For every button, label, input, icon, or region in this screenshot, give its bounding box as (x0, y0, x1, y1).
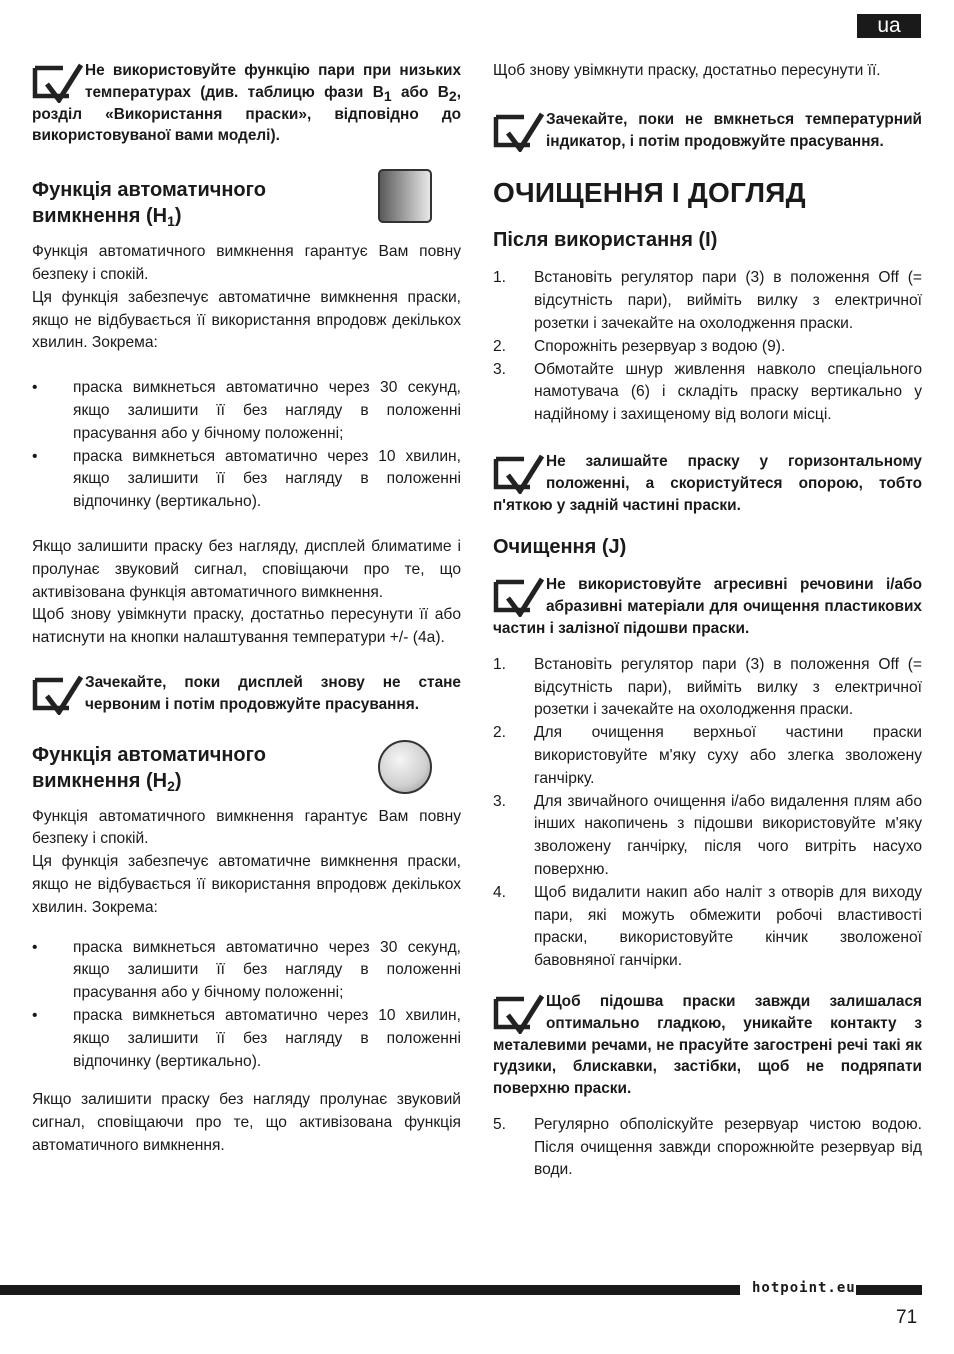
section-heading-cleaning: Очищення (J) (493, 536, 627, 559)
paragraph: Ця функція забезпечує автоматичне вимкнення праски, якщо не відбувається її використання впродовж декількох хвилин. Зокрема: (32, 288, 461, 352)
paragraph: Якщо залишити праску без нагляду, дисплей блиматиме і пролунає звуковий сигнал, сповіщаючи про те, що активізована функція автоматичного вимкнення. (32, 537, 461, 601)
page-number: 71 (896, 1307, 918, 1328)
section-heading-auto-off-h2: Функція автоматичного вимкнення $(H_2)$ (32, 742, 461, 800)
paragraph: Щоб знову увімкнути праску, достатньо пересунути її або натиснути на кнопки налаштування температури +/- (4a). (32, 606, 461, 647)
checkbox-check-icon (32, 673, 84, 715)
list-item: 3. Обмотайте шнур живлення навколо спеціального намотувача (6) і складіть праску вертикально у надійному і захищеному від вологи місці. (493, 360, 922, 424)
section-heading-auto-off-h1: Функція автоматичного вимкнення $(H_1)$ (32, 177, 461, 235)
paragraph: Функція автоматичного вимкнення гарантує Вам повну безпеку і спокій. (32, 807, 461, 848)
list-item: 1. Встановіть регулятор пари (3) в положення Off (= відсутність пари), вийміть вилку з електричної розетки і зачекайте на охолодження праски. (493, 269, 922, 332)
checkbox-check-icon (493, 575, 545, 617)
checkbox-check-icon (493, 110, 545, 152)
list-item: 5. Регулярно обполіскуйте резервуар чистою водою. Після очищення завжди спорожнюйте резервуар від води. (493, 1115, 922, 1179)
note-wait-display: Зачекайте, поки дисплей знову не стане червоним і потім продовжуйте прасування. (32, 672, 461, 716)
list-item: 4. Щоб видалити накип або наліт з отворів для виходу пари, які можуть обмежити робочі властивості праски, використовуйте кінчик зволоженої бавовняної ганчірки. (493, 883, 922, 970)
paragraph: Щоб знову увімкнути праску, достатньо пересунути її. (493, 62, 881, 79)
numbered-list (493, 654, 922, 973)
section-heading-after-use: Після використання (I) (493, 229, 718, 252)
note-steam-low-temp: Не використовуйте функцію пари при низьких температурах (див. таблицю фази B1 або B2, розділ «Використання праски», відповідно до використовуваної вами моделі). (32, 62, 461, 145)
checkbox-check-icon (493, 452, 545, 494)
bullet-list (32, 937, 461, 1074)
list-item: • праска вимкнеться автоматично через 10 хвилин, якщо залишити її без нагляду в положенні відпочинку (вертикально). (32, 447, 461, 511)
note-wait-indicator: Зачекайте, поки не вмкнеться температурний індикатор, і потім продовжуйте прасування. (493, 109, 922, 153)
numbered-list (493, 267, 922, 427)
list-item: • праска вимкнеться автоматично через 30 секунд, якщо залишити її без нагляду в положенні прасування або у бічному положенні; (32, 938, 461, 1002)
footer-brand: hotpoint.eu (752, 1280, 856, 1296)
list-item: 2. Для очищення верхньої частини праски використовуйте м'яку суху або злегка зволожену ганчірку. (493, 724, 922, 787)
footer-divider (0, 1285, 740, 1295)
list-item: • праска вимкнеться автоматично через 30 секунд, якщо залишити її без нагляду в положенні прасування або у бічному положенні; (32, 379, 461, 442)
left-column (32, 60, 461, 1158)
paragraph: Ця функція забезпечує автоматичне вимкнення праски, якщо не відбувається її використання впродовж декількох хвилин. Зокрема: (32, 853, 461, 916)
language-badge: ua (857, 14, 921, 38)
footer-divider (856, 1285, 922, 1295)
checkbox-check-icon (32, 61, 84, 103)
list-item: 2. Спорожніть резервуар з водою (9). (493, 337, 786, 355)
page-title: ОЧИЩЕННЯ І ДОГЛЯД (493, 177, 806, 209)
checkbox-check-icon (493, 992, 545, 1034)
note-soleplate-smooth: Щоб підошва праски завжди залишалася оптимально гладкою, уникайте контакту з металевими речами, не прасуйте загострені речі такі як гудзики, блискавки, застібки, щоб не подряпати поверхню праски. (493, 992, 922, 1098)
list-item: 3. Для звичайного очищення і/або видалення плям або інших накопичень з підошви використовуйте м'яку зволожену ганчірку, після чого витріть насухо поверхню. (493, 792, 922, 878)
list-item: • праска вимкнеться автоматично через 10 хвилин, якщо залишити її без нагляду в положенні відпочинку (вертикально). (32, 1006, 461, 1070)
paragraph: Якщо залишити праску без нагляду пролунає звуковий сигнал, сповіщаючи про те, що активізована функція автоматичного вимкнення. (32, 1091, 461, 1154)
paragraph: Функція автоматичного вимкнення гарантує Вам повну безпеку і спокій. (32, 243, 461, 283)
note-horizontal: Не залишайте праску у горизонтальному положенні, а скористуйтеся опорою, тобто п'яткою у задній частині праски. (493, 452, 922, 514)
numbered-list (493, 1114, 922, 1182)
bullet-list (32, 377, 461, 514)
note-no-abrasives: Не використовуйте агресивні речовини і/або абразивні матеріали для очищення пластикових частин і залізної підошви праски. (493, 576, 922, 637)
right-column (493, 60, 922, 1182)
list-item: 1. Встановіть регулятор пари (3) в положення Off (= відсутність пари), вийміть вилку з електричної розетки і зачекайте на охолодження праски. (493, 655, 922, 719)
square-display-icon (378, 169, 432, 223)
round-dial-icon (378, 740, 432, 794)
